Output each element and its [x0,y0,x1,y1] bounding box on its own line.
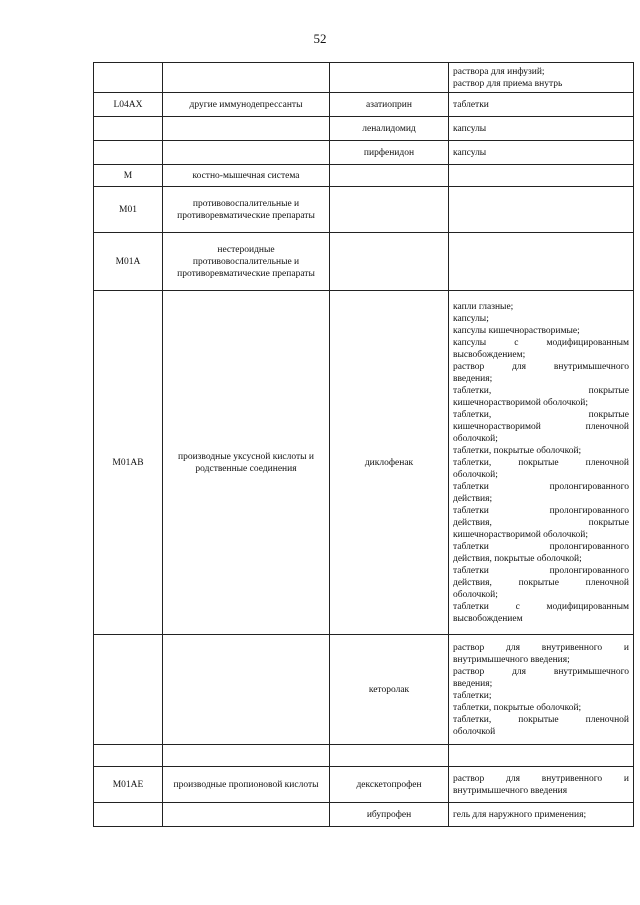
dosage-form-line: капсулы [453,147,487,158]
atc-code-cell: M01A [94,233,163,291]
drug-name-cell: диклофенак [330,291,449,635]
dosage-form-line: высвобождением [453,613,523,624]
atc-code-cell [94,117,163,141]
dosage-form-line: таблетки, покрытые пленочной [453,714,629,725]
drug-name-cell [330,63,449,93]
drug-name-cell: пирфенидон [330,141,449,165]
dosage-forms-cell [449,291,634,635]
group-name-cell: производные уксусной кислоты и родственные соединения [163,291,330,635]
dosage-form-line: внутримышечного введения; [453,654,570,665]
dosage-forms-cell [449,117,634,141]
group-name-cell [163,63,330,93]
dosage-form-line: введения; [453,373,493,384]
dosage-form-line: капсулы с модифицированным [453,337,629,348]
dosage-form-line: раствора для инфузий; [453,66,545,77]
table-row [94,635,634,745]
dosage-form-line: раствор для внутримышечного [453,666,629,677]
drug-name-cell [330,187,449,233]
drug-table [93,62,634,827]
table-row [94,233,634,291]
dosage-form-line: таблетки [453,99,489,110]
dosage-form-line: оболочкой; [453,589,498,600]
group-name-cell [163,635,330,745]
dosage-form-line: таблетки, покрытые пленочной [453,457,629,468]
dosage-form-line: кишечнорастворимой пленочной [453,421,629,432]
dosage-forms-cell [449,63,634,93]
dosage-form-line: таблетки пролонгированного [453,541,629,552]
drug-name-cell: азатиоприн [330,93,449,117]
dosage-forms-cell [449,141,634,165]
dosage-form-line: внутримышечного введения [453,785,568,796]
dosage-form-line: таблетки пролонгированного [453,481,629,492]
dosage-form-line: раствор для внутривенного и [453,773,629,784]
dosage-form-line: раствор для приема внутрь [453,78,563,89]
atc-code-cell: M01AB [94,291,163,635]
drug-name-cell [330,745,449,767]
dosage-forms-cell [449,233,634,291]
dosage-form-line: таблетки пролонгированного [453,505,629,516]
drug-name-cell: кеторолак [330,635,449,745]
group-name-cell [163,803,330,827]
dosage-form-line: оболочкой [453,726,496,737]
atc-code-cell [94,745,163,767]
dosage-form-line: капли глазные; [453,301,514,312]
drug-name-cell: декскетопрофен [330,767,449,803]
drug-name-cell: леналидомид [330,117,449,141]
dosage-form-line: капсулы; [453,313,489,324]
atc-code-cell: M [94,165,163,187]
table-row [94,803,634,827]
dosage-form-line: таблетки, покрытые оболочкой; [453,445,582,456]
atc-code-cell [94,63,163,93]
dosage-form-line: действия; [453,493,493,504]
dosage-form-line: капсулы [453,123,487,134]
atc-code-cell [94,635,163,745]
page-number: 52 [313,31,327,46]
dosage-form-line: таблетки с модифицированным [453,601,629,612]
group-name-cell: костно-мышечная система [163,165,330,187]
dosage-forms-cell [449,745,634,767]
dosage-form-line: раствор для внутривенного и [453,642,629,653]
drug-name-cell: ибупрофен [330,803,449,827]
group-name-cell: производные пропионовой кислоты [163,767,330,803]
group-name-cell: противовоспалительные и противоревматические препараты [163,187,330,233]
dosage-form-line: таблетки пролонгированного [453,565,629,576]
dosage-form-line: введения; [453,678,493,689]
atc-code-cell: M01AE [94,767,163,803]
dosage-form-line: раствор для внутримышечного [453,361,629,372]
group-name-cell: другие иммунодепрессанты [163,93,330,117]
table-row [94,141,634,165]
dosage-form-line: таблетки, покрытые [453,409,629,420]
dosage-form-line: кишечнорастворимой оболочкой; [453,529,589,540]
dosage-forms-cell [449,767,634,803]
atc-code-cell: L04AX [94,93,163,117]
dosage-form-line: оболочкой; [453,433,498,444]
dosage-form-line: таблетки, покрытые оболочкой; [453,702,582,713]
dosage-form-line: кишечнорастворимой оболочкой; [453,397,589,408]
table-row [94,767,634,803]
table-row [94,63,634,93]
group-name-cell [163,141,330,165]
atc-code-cell [94,803,163,827]
dosage-form-line: таблетки; [453,690,492,701]
dosage-form-line: действия, покрытые оболочкой; [453,553,582,564]
drug-name-cell [330,165,449,187]
dosage-forms-cell [449,165,634,187]
dosage-forms-cell [449,803,634,827]
dosage-form-line: высвобождением; [453,349,526,360]
table-row [94,187,634,233]
dosage-form-line: капсулы кишечнорастворимые; [453,325,580,336]
dosage-forms-cell [449,635,634,745]
dosage-form-line: оболочкой; [453,469,498,480]
dosage-form-line: таблетки, покрытые [453,385,629,396]
drug-name-cell [330,233,449,291]
table-row [94,117,634,141]
atc-code-cell: M01 [94,187,163,233]
table-row [94,93,634,117]
table-row [94,165,634,187]
dosage-forms-cell [449,93,634,117]
dosage-form-line: действия, покрытые [453,517,629,528]
dosage-form-line: действия, покрытые пленочной [453,577,629,588]
dosage-form-line: гель для наружного применения; [453,809,587,820]
table-row [94,291,634,635]
group-name-cell [163,745,330,767]
table-row [94,745,634,767]
atc-code-cell [94,141,163,165]
dosage-forms-cell [449,187,634,233]
group-name-cell: нестероидные противовоспалительные и противоревматические препараты [163,233,330,291]
group-name-cell [163,117,330,141]
